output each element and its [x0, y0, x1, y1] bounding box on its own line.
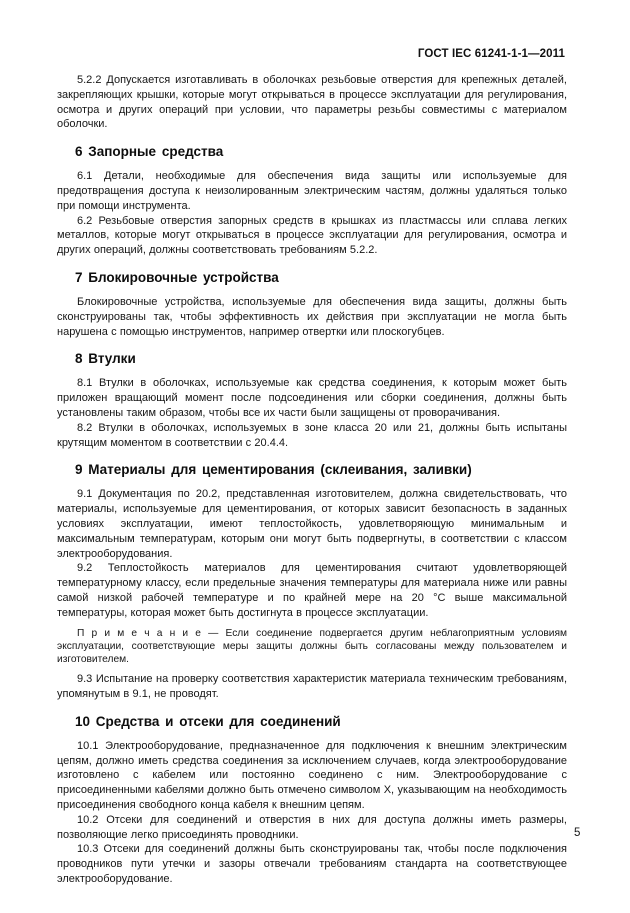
paragraph-10-2: 10.2 Отсеки для соединений и отверстия в них для доступа должны иметь размеры, позволяющие легко присоединять проводники.: [57, 813, 567, 841]
paragraph-8-1: 8.1 Втулки в оболочках, используемые как средства соединения, к которым может быть приложен вращающий момент после подсоединения или сборки соединения, должны быть установлены таким образом, чтобы все их части были защищены от проворачивания.: [57, 377, 567, 419]
running-header-doc-number: ГОСТ IEC 61241-1-1—2011: [417, 48, 565, 60]
section-heading-6: 6 Запорные средства: [75, 144, 224, 160]
paragraph-10-1: 10.1 Электрооборудование, предназначенное для подключения к внешним электрическим цепям, должно иметь средства соединения за исключением случаев, когда электрооборудование изготовлено с кабелем или постоянно соединено с ним. Электрооборудование с присоединенными кабелями должно быть отмечено символом X, указывающим на необходимость присоединения свободного конца кабеля к внешним цепям.: [57, 739, 567, 811]
page-number: 5: [574, 827, 581, 839]
section-heading-9: 9 Материалы для цементирования (склеивания, заливки): [75, 462, 472, 478]
paragraph-8-2: 8.2 Втулки в оболочках, используемых в зоне класса 20 или 21, должны быть испытаны крутящим моментом в соответствии с 20.4.4.: [57, 421, 567, 449]
paragraph-6-1: 6.1 Детали, необходимые для обеспечения вида защиты или используемые для предотвращения доступа к неизолированным электрическим частям, должны удаляться только при помощи инструмента.: [57, 170, 567, 212]
paragraph-6-2: 6.2 Резьбовые отверстия запорных средств в крышках из пластмассы или сплава легких металлов, которые могут открываться в процессе эксплуатации для регулирования, осмотра и других операций, должны соответствовать требованиям 5.2.2.: [57, 214, 567, 257]
document-body: [57, 73, 567, 887]
paragraph-5-2-2: 5.2.2 Допускается изготавливать в оболочках резьбовые отверстия для крепежных деталей, закрепляющих крышки, которые могут открываться в процессе эксплуатации для регулирования, осмотра и других операций при условии, что параметры резьбы совместимы с материалом оболочки.: [57, 74, 567, 131]
section-heading-10: 10 Средства и отсеки для соединений: [75, 713, 341, 729]
section-heading-7: 7 Блокировочные устройства: [75, 269, 279, 285]
paragraph-9-3: 9.3 Испытание на проверку соответствия характеристик материала техническим требованиям, упомянутым в 9.1, не проводят.: [57, 673, 567, 700]
section-heading-8: 8 Втулки: [75, 351, 136, 367]
paragraph-9-2: 9.2 Теплостойкость материалов для цементирования считают удовлетворяющей температурному классу, если предельные значения температуры для материала ниже или равны самой низкой рабочей температуре и по крайней мере на 20 °С выше максимальной температуры, которая может быть достигнута в процессе эксплуатации.: [57, 562, 567, 619]
paragraph-7-body: Блокировочные устройства, используемые для обеспечения вида защиты, должны быть сконструированы так, чтобы эффективность их действия при эксплуатации не могла быть нарушена с помощью инструментов, например отвертки или плоскогубцев.: [57, 295, 567, 338]
paragraph-10-3: 10.3 Отсеки для соединений должны быть сконструированы так, чтобы после подключения проводников пути утечки и зазоры отвечали требованиям стандарта на соответствующее электрооборудование.: [57, 843, 567, 885]
note-9-2: П р и м е ч а н и е — Если соединение подвергается другим неблагоприятным условиям эксплуатации, соответствующие меры защиты должны быть согласованы между пользователем и изготовителем.: [57, 627, 567, 665]
paragraph-9-1: 9.1 Документация по 20.2, представленная изготовителем, должна свидетельствовать, что материалы, используемые для цементирования, от которых зависит безопасность в заданных условиях эксплуатации, имеют теплостойкость, удовлетворяющую минимальным и максимальным температурам, которым они могут быть подвергнуты, в соответствии с классом электрооборудования.: [57, 488, 567, 560]
